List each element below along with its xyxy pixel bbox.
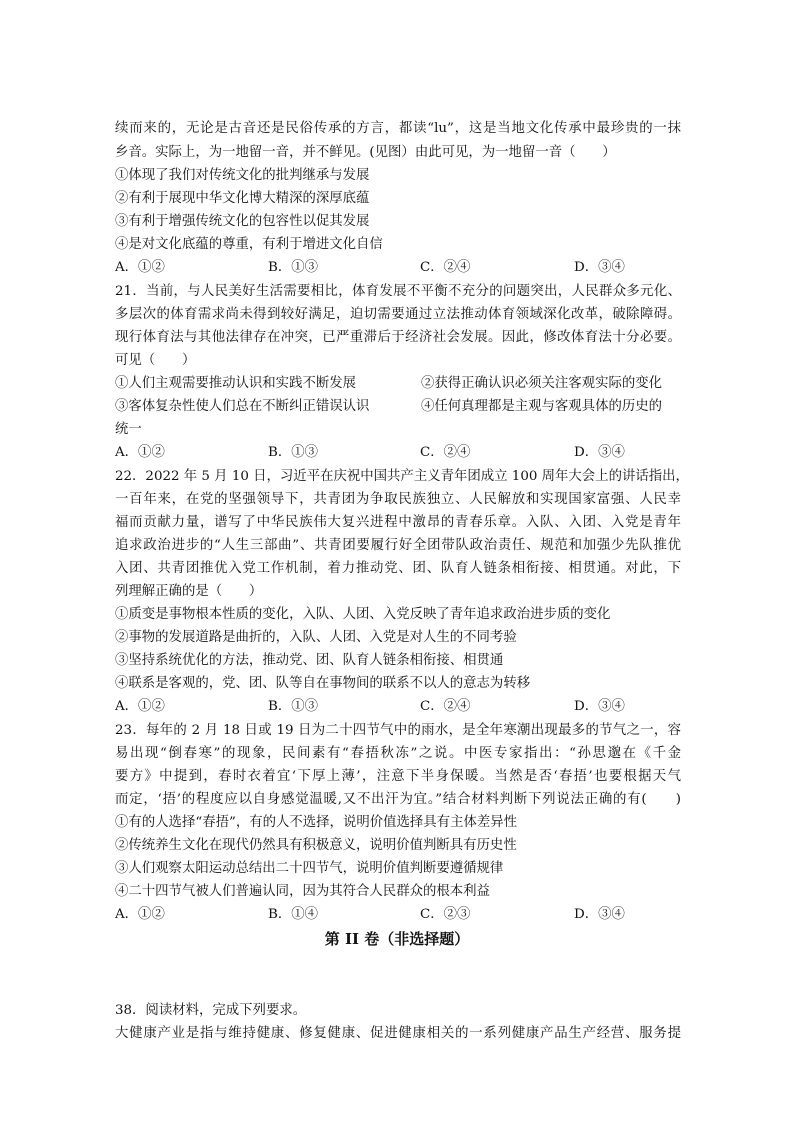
q23-item-2: ②传统养生文化在现代仍然具有积极意义，说明价值判断具有历史性 bbox=[115, 838, 517, 853]
q23-item-3: ③人们观察太阳运动总结出二十四节气，说明价值判断要遵循规律 bbox=[115, 861, 504, 876]
q22-stem-line: 22．2022 年 5 月 10 日，习近平在庆祝中国共产主义青年团成立 100 周年大会上的讲话指出， bbox=[115, 469, 689, 484]
option-c[interactable]: C．②③ bbox=[420, 907, 471, 922]
q22-stem-line: 一百年来，在党的坚强领导下，共青团为争取民族独立、人民解放和实现国家富强、人民幸 bbox=[115, 492, 681, 507]
q21-item-2: ②获得正确认识必须关注客观实际的变化 bbox=[421, 376, 663, 391]
q22-item-1: ①质变是事物根本性质的变化，入队、人团、入党反映了青年追求政治进步质的变化 bbox=[115, 607, 611, 622]
q38-material-line: 大健康产业是指与维持健康、修复健康、促进健康相关的一系列健康产品生产经营、服务提 bbox=[115, 1026, 681, 1041]
q20-stem-line: 续而来的，无论是古音还是民俗传承的方言，都读“lu”，这是当地文化传承中最珍贵的一抹 bbox=[115, 121, 681, 136]
q20-item-1: ①体现了我们对传统文化的批判继承与发展 bbox=[115, 168, 370, 183]
q21-item-4-continued: 统一 bbox=[115, 422, 142, 437]
option-b[interactable]: B．①③ bbox=[268, 699, 319, 714]
q23-stem-line: 要方》中提到，春时衣着宜‘下厚上薄’，注意下半身保暖。当然是否‘春捂’也要根据天气 bbox=[115, 769, 681, 784]
q22-stem-line: 福而贡献力量，谱写了中华民族伟大复兴进程中激昂的青春乐章。入队、入团、入党是青年 bbox=[115, 515, 681, 530]
q21-stem-line: 多层次的体育需求尚未得到较好满足，迫切需要通过立法推动体育领域深化改革，破除障碍。 bbox=[115, 307, 681, 322]
q22-item-3: ③坚持系统优化的方法，推动党、团、队育人链条相衔接、相贯通 bbox=[115, 653, 504, 668]
q22-stem-line: 入团、共青团推优入党工作机制，着力推动党、团、队育人链条相衔接、相贯通。对此，下 bbox=[115, 561, 681, 576]
q23-stem-line: 易出现“倒春寒”的现象，民间素有“春捂秋冻”之说。中医专家指出：“孙思邈在《千金 bbox=[115, 746, 681, 761]
q20-options bbox=[115, 256, 681, 279]
q21-options bbox=[115, 441, 681, 464]
option-d[interactable]: D．③④ bbox=[574, 260, 625, 275]
option-c[interactable]: C．②④ bbox=[420, 699, 471, 714]
q38-stem-line: 38．阅读材料，完成下列要求。 bbox=[115, 1003, 307, 1018]
option-c[interactable]: C．②④ bbox=[420, 260, 471, 275]
q21-item-4: ④任何真理都是主观与客观具体的历史的 bbox=[421, 399, 663, 414]
q22-item-4: ④联系是客观的，党、团、队等自在事物间的联系不以人的意志为转移 bbox=[115, 676, 531, 691]
option-d[interactable]: D．③④ bbox=[574, 699, 625, 714]
q20-stem-line: 乡音。实际上，为一地留一音，并不鲜见。(见图）由此可见，为一地留一音（ ） bbox=[115, 145, 616, 160]
q21-stem-line: 现行体育法与其他法律存在冲突，已严重滞后于经济社会发展。因此，修改体育法十分必要。 bbox=[115, 330, 681, 345]
q23-options bbox=[115, 903, 681, 926]
q20-item-4: ④是对文化底蕴的尊重，有利于增进文化自信 bbox=[115, 237, 383, 252]
option-a[interactable]: A．①② bbox=[115, 699, 165, 714]
q22-options bbox=[115, 695, 681, 718]
q20-item-3: ③有利于增强传统文化的包容性以促其发展 bbox=[115, 214, 370, 229]
option-d[interactable]: D．③④ bbox=[574, 907, 625, 922]
option-c[interactable]: C．②④ bbox=[420, 445, 471, 460]
q23-item-1: ①有的人选择“春捂”，有的人不选择，说明价值选择具有主体差异性 bbox=[115, 815, 518, 830]
q23-stem-line: 23．每年的 2 月 18 日或 19 日为二十四节气中的雨水，是全年寒潮出现最多的节气之一，容 bbox=[115, 723, 681, 738]
q22-stem-line: 追求政治进步的“人生三部曲”、共青团要履行好全团带队政治责任、规范和加强少先队推优 bbox=[115, 538, 681, 553]
q22-item-2: ②事物的发展道路是曲折的，入队、人团、入党是对人生的不同考验 bbox=[115, 630, 517, 645]
q23-stem-line: 而定，‘捂’的程度应以自身感觉温暖,又不出汗为宜。”结合材料判断下列说法正确的有( ) bbox=[115, 792, 681, 807]
option-b[interactable]: B．①④ bbox=[268, 907, 319, 922]
q21-stem-line: 可见（ ） bbox=[115, 353, 196, 368]
section-heading: 第 II 卷（非选择题） bbox=[324, 930, 470, 948]
q20-item-2: ②有利于展现中华文化博大精深的深厚底蕴 bbox=[115, 191, 370, 206]
option-b[interactable]: B．①③ bbox=[268, 445, 319, 460]
q21-item-1: ①人们主观需要推动认识和实践不断发展 bbox=[115, 376, 357, 391]
q23-item-4: ④二十四节气被人们普遍认同，因为其符合人民群众的根本利益 bbox=[115, 884, 490, 899]
q21-stem-line: 21．当前，与人民美好生活需要相比，体育发展不平衡不充分的问题突出，人民群众多元化、 bbox=[115, 284, 681, 299]
q21-item-3: ③客体复杂性使人们总在不断纠正错误认识 bbox=[115, 399, 370, 414]
option-a[interactable]: A．①② bbox=[115, 260, 165, 275]
option-a[interactable]: A．①② bbox=[115, 907, 165, 922]
option-a[interactable]: A．①② bbox=[115, 445, 165, 460]
option-b[interactable]: B．①③ bbox=[268, 260, 319, 275]
q22-stem-line: 列理解正确的是（ ） bbox=[115, 584, 263, 599]
option-d[interactable]: D．③④ bbox=[574, 445, 625, 460]
